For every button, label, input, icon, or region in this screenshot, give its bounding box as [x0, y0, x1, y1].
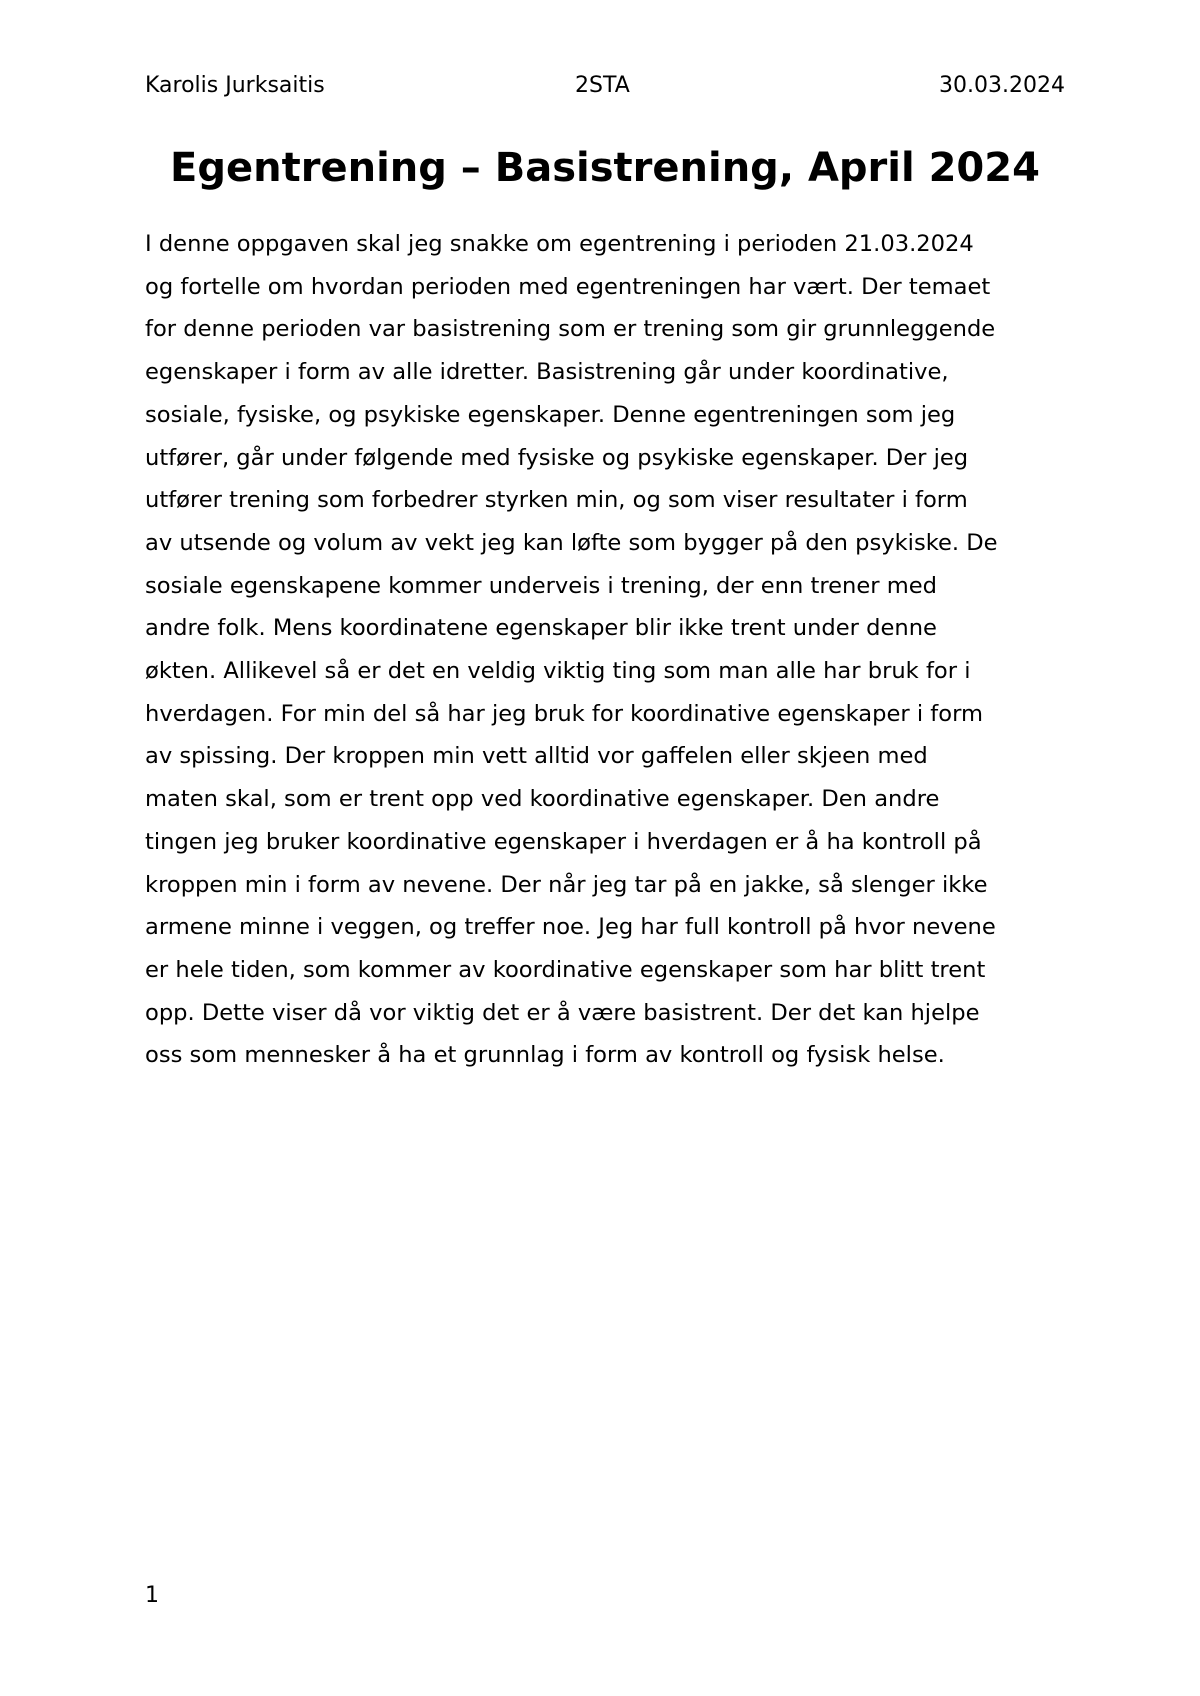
body-line: utfører, går under følgende med fysiske og psykiske egenskaper. Der jeg: [145, 444, 969, 471]
body-line: er hele tiden, som kommer av koordinative egenskaper som har blitt trent: [145, 956, 986, 983]
body-line: kroppen min i form av nevene. Der når jeg tar på en jakke, så slenger ikke: [145, 871, 988, 898]
body-line: økten. Allikevel så er det en veldig viktig ting som man alle har bruk for i: [145, 658, 971, 685]
page-number: 1: [145, 1583, 159, 1608]
body-line: I denne oppgaven skal jeg snakke om egentrening i perioden 21.03.2024: [145, 231, 974, 257]
body-line: egenskaper i form av alle idretter. Basistrening går under koordinative,: [145, 359, 949, 386]
body-line: opp. Dette viser då vor viktig det er å være basistrent. Der det kan hjelpe: [145, 999, 980, 1026]
body-line: sosiale egenskapene kommer underveis i trening, der enn trener med: [145, 572, 937, 599]
body-line: hverdagen. For min del så har jeg bruk for koordinative egenskaper i form: [145, 700, 983, 727]
document-title: Egentrening – Basistrening, April 2024: [170, 145, 1040, 191]
body-paragraph: [145, 223, 1070, 1077]
header-class: 2STA: [575, 73, 630, 98]
body-line: av utsende og volum av vekt jeg kan løfte som bygger på den psykiske. De: [145, 529, 998, 556]
body-line: av spissing. Der kroppen min vett alltid vor gaffelen eller skjeen med: [145, 743, 928, 770]
body-line: armene minne i veggen, og treffer noe. Jeg har full kontroll på hvor nevene: [145, 914, 996, 941]
body-line: tingen jeg bruker koordinative egenskaper i hverdagen er å ha kontroll på: [145, 828, 982, 855]
body-line: maten skal, som er trent opp ved koordinative egenskaper. Den andre: [145, 786, 940, 813]
body-line: oss som mennesker å ha et grunnlag i form av kontroll og fysisk helse.: [145, 1042, 945, 1069]
body-line: utfører trening som forbedrer styrken min, og som viser resultater i form: [145, 487, 968, 514]
header-date: 30.03.2024: [939, 73, 1065, 98]
body-line: andre folk. Mens koordinatene egenskaper blir ikke trent under denne: [145, 615, 937, 642]
page-header: [145, 70, 1065, 102]
body-line: for denne perioden var basistrening som er trening som gir grunnleggende: [145, 316, 996, 343]
header-author: Karolis Jurksaitis: [145, 73, 325, 98]
body-line: og fortelle om hvordan perioden med egentreningen har vært. Der temaet: [145, 273, 991, 300]
body-line: sosiale, fysiske, og psykiske egenskaper. Denne egentreningen som jeg: [145, 401, 956, 428]
